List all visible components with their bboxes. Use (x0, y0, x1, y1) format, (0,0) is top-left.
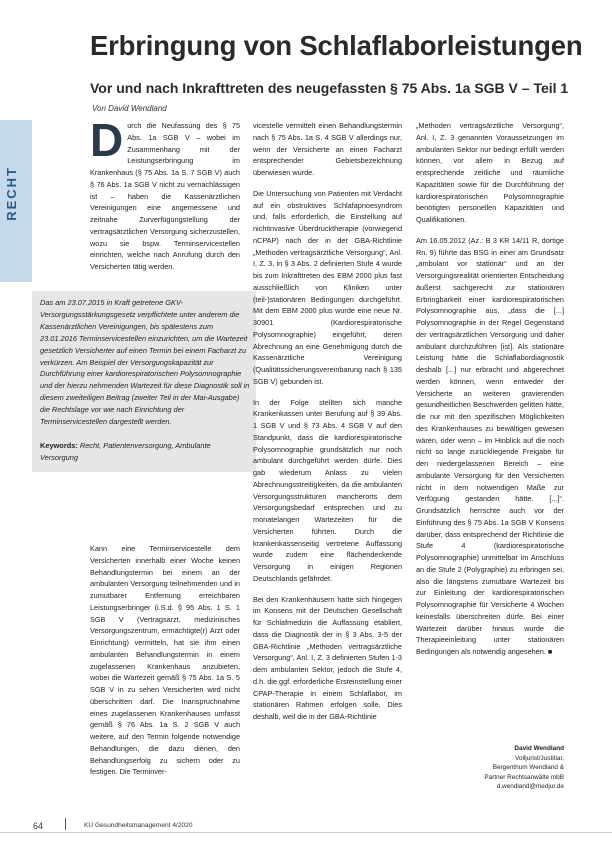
signature-name: David Wendland (514, 745, 564, 752)
paragraph: Bei den Krankenhäusern hatte sich hingegen im Konsens mit der Deutschen Gesellschaft für Schlafmedizin die Auffassung etabliert, dass die Diagnostik der in § 3 Abs. 3-5 der GBA-Richtlinie „Methoden vertragsärztliche Versorgung“, Anl. I, Z. 3 definierten Stufen 1-3 dem ambulanten Sektor, jedoch die Stufe 4, d.h. die ggf. erforderliche Ersteinstellung einer CPAP-Therapie in einem Schlaflabor, im stationären Rahmen erfolgen solle. Dies deshalb, weil die in der GBA-Richtlinie (253, 594, 402, 721)
paragraph: In der Folge stellten sich manche Krankenkassen unter Berufung auf § 39 Abs. 1 SGB V und § 73 Abs. 4 SGB V auf den Standpunkt, dass die kardiorespiratorische Polysomnographie grundsätzlich nur noch ambulant durchgeführt werden dürfe. Dies gab wiederum Anlass zu vielen Abrechnungsstreitigkeiten, da die ambulanten Versorgungsstrukturen mancherorts dem Versorgungsbedarf entsprechen und zu monatelangen Wartezeiten für die Versicherten führten. Durch die krankenkassenseitig vertretene Auffassung wurde zudem eine flächendeckende Versorgung in einigen Regionen Deutschlands gefährdet. (253, 397, 402, 583)
drop-cap: D (90, 114, 124, 166)
signature-org2: Partner Rechtsanwälte mbB (484, 773, 564, 781)
abstract-box (32, 291, 256, 472)
signature-role: Volljurist/Justitiar, (514, 754, 564, 762)
paragraph: Kann eine Terminservicestelle dem Versicherten innerhalb einer Woche keinen Behandlungstermin bei einem an der ambulanten Versorgung teilnehmenden und in zumutbarer Entfernung erreichbaren Leistungserbringer (i.S.d. § 95 Abs. 1 S. 1 SGB V (Vertragsarzt, medizinisches Versorgungszentrum, ermächtigte(r) Arzt oder Einrichtung) vermitteln, hat sie ihm einen ambulanten Behandlungstermin in einem zugelassenen Krankenhaus anzubieten, wobei die Wartezeit gemäß § 75 Abs. 1a S. 5 SGB V in zu sehen Versicherten wird nicht überschritten darf. Die Inanspruchnahme eines zugelassenen Krankenhauses umfasst gemäß § 76 Abs. 1a S. 2 SGB V auch weitere, auf den Termin folgende notwendige Behandlungen, die dazu dienen, den Behandlungserfolg zu sichern oder zu festigen. Die Terminver- (90, 544, 240, 777)
section-label: RECHT (4, 166, 19, 221)
keywords (40, 440, 250, 464)
paragraph: urch die Neufassung des § 75 Abs. 1a SGB V – wobei im Zusammenhang mit der Leistungserbringung im Krankenhaus (§ 75 Abs. 1a S. 7 SGB V) auch § 76 Abs. 1a SGB V nicht zu vernachlässigen ist – haben die Kassenärztlichen Vereinigungen eine angemessene und zeitnahe Zurverfügungstellung der vertragsärztlichen Versorgung sicherzustellen, wozu sie bspw. Terminservicestellen einrichten, welche nach Anrufung durch den Versicherten tätig werden. (90, 121, 240, 271)
paragraph: Die Untersuchung von Patienten mit Verdacht auf ein obstruktives Schlafapnoesyndrom und, falls erforderlich, die Einstellung auf nichtinvasive Überdrucktherapie (vorwiegend nCPAP) nach der in der GBA-Richtlinie „Methoden vertragsärztliche Versorgung“, Anl. I, Z. 3, in § 3 Abs. 2 definierten Stufe 4 wurde bis zum Inkrafttreten des EBM 2000 plus fast ausschließlich von Kliniken unter (teil-)stationären Bedingungen durchgeführt. Mit dem EBM 2000 plus wurde eine neue Nr. 30901 (Kardiorespiratorische Polysomnographie) eingeführt, deren Abrechnung an eine Genehmigung durch die Kassenärztliche Vereinigung (Qualitätssicherungsvereinbarung nach § 135 SGB V) gebunden ist. (253, 188, 402, 386)
paragraph: vicestelle vermittelt einen Behandlungstermin nach § 75 Abs. 1a S. 4 SGB V allerdings nur, wenn der Versicherte an einen Facharzt entsprechender Gebietsbezeichnung überwiesen wurde. (253, 121, 402, 177)
paragraph: Am 16.05.2012 (Az.: B 3 KR 14/11 R, dortige Rn. 9) führte das BSG in einer am Grundsatz „ambulant vor stationär“ und an der Versorgungsrealität orientierten Entscheidung äußerst sachgerecht zur stationären Erbringbarkeit einer kardiorespiratorischen Polysomnographie aus, „dass die [...] Polysomnographie in der Regel Gegenstand der vertragsärztlichen Versorgung und daher ambulant durchzuführen [ist]. Als stationäre Leistung hätte die Schlaflabordiagnostik deshalb [...] nur erbracht und abgerechnet werden können, wenn entweder der Versicherte an weiteren gravierenden gesundheitlichen Beschwerden gelitten hätte, die nur mit den spezifischen Möglichkeiten des Krankenhauses zu bewältigen gewesen wären, oder wenn – im Hinblick auf die noch nicht so lange zurückliegende Freigabe für den niedergelassenen Bereich – eine ambulante Versorgung für den Versicherten nicht in dem notwendigen Maße zur Verfügung gestanden hätte. [...]“. Grundsätzlich herrschte auch vor der Einführung des § 75 Abs. 1a SGB V Konsens darüber, dass entsprechend der Richtlinie die Stufe 4 (kardiorespiratorische Polysomnographie) unmittelbar im Anschluss an die Stufe 2 (Polygraphie) zu erbringen sei, also die längstens zumutbare Wartezeit bis zur Einleitung der kardiorespiratorischen Polysomnographie für Versicherte 4 Wochen keinesfalls überschreiten dürfe. Bei einer Wartezeit darüber hinaus wurde die Therapieeinleitung unter stationären Bedingungen als notwendig angesehen. ■ (416, 235, 564, 656)
page-number: 64 (33, 821, 44, 831)
signature-org: Bergenthum Wendland & (492, 764, 564, 771)
author-line: Von David Wendland (92, 104, 167, 113)
body-column-1-lower (90, 543, 240, 787)
journal-name: KU Gesundheitsmanagement 4/2020 (84, 822, 193, 829)
abstract-text: Das am 23.07.2015 in Kraft getretene GKV-Versorgungsstärkungsgesetz verpflichtete unter anderem die Kassenärztlichen Vereinigungen, bis spätestens zum 23.01.2016 Terminservicestellen einzurichten, um die Wartezeit gesetzlich Versicherter auf einen Termin bei einem Facharzt zu verkürzen. Am Beispiel der Versorgungskapazität zur Durchführung einer kardiorespiratorischen Polysomnographie und der hierzu nehmenden Wartezeit für diese Diagnostik soll in diesem zweiteiligen Beitrag (zweiter Teil in der Mai-Ausgabe) die Rechtslage vor wie nach Einrichtung der Terminservicestellen dargestellt werden. (40, 298, 250, 427)
author-signature (416, 744, 564, 792)
keywords-list: Recht, Patientenversorgung, Ambulante Versorgung (40, 440, 211, 462)
article-title: Erbringung von Schlaflaborleistungen (90, 30, 583, 61)
signature-email: d.wendland@medjur.de (496, 783, 564, 790)
paragraph: „Methoden vertragsärztliche Versorgung“, Anl. I, Z. 3 genannten Voraussetzungen im ambulanten Sektor nur bedingt erfüllt werden können, vor allem in Bezug auf entsprechende zeitliche und räumliche Kapazitäten sowie für die Durchführung der kardiorespiratorischen Polysomnographie benötigten personellen Kapazitäten und Qualifikationen. (416, 121, 564, 224)
footer-separator (65, 818, 66, 830)
article-subtitle: Vor und nach Inkrafttreten des neugefassten § 75 Abs. 1a SGB V – Teil 1 (90, 80, 569, 96)
body-column-3 (416, 120, 564, 667)
body-column-2 (253, 120, 402, 732)
keywords-label: Keywords: (40, 440, 78, 450)
body-column-1 (90, 114, 240, 282)
footer-rule (0, 832, 612, 833)
